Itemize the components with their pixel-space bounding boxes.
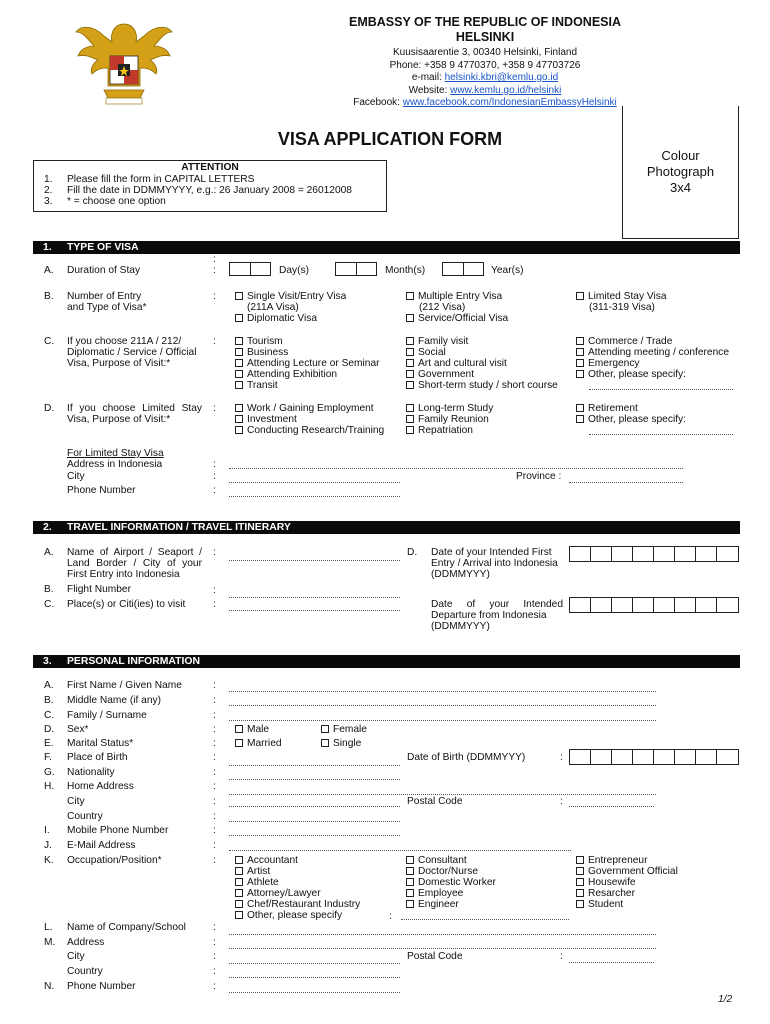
colon: : [213, 710, 216, 721]
checkbox[interactable] [321, 725, 329, 733]
company-field-label: Address [67, 937, 105, 948]
personal-field-label: Place of Birth [67, 752, 128, 763]
date-cell-divider [590, 546, 591, 562]
date-cell-divider [653, 597, 654, 613]
checkbox[interactable] [235, 426, 243, 434]
attention-1-text: Please fill the form in CAPITAL LETTERS [67, 174, 255, 185]
postal-code-input[interactable] [569, 806, 654, 807]
years-label: Year(s) [491, 265, 524, 276]
opt-athlete[interactable]: Athlete [235, 877, 279, 888]
colon: : [213, 471, 216, 482]
opt-other-occupation[interactable]: Other, please specify [235, 910, 342, 921]
opt-artist[interactable]: Artist [235, 866, 270, 877]
opt-single-visit[interactable]: Single Visit/Entry Visa [235, 291, 346, 302]
opt-long-study[interactable]: Long-term Study [406, 403, 493, 414]
checkbox[interactable] [235, 867, 243, 875]
date-cell-divider [653, 749, 654, 765]
province-input[interactable] [569, 482, 683, 483]
colon: : [213, 767, 216, 778]
colon: : [213, 738, 216, 749]
checkbox[interactable] [576, 889, 584, 897]
checkbox[interactable] [406, 867, 414, 875]
company-field-input[interactable] [229, 948, 656, 949]
date-cell-divider [632, 749, 633, 765]
checkbox[interactable] [576, 404, 584, 412]
checkbox[interactable] [235, 404, 243, 412]
phone-input[interactable] [229, 496, 400, 497]
attention-2-text: Fill the date in DDMMYYYY, e.g.: 26 January 2008 = 26012008 [67, 185, 352, 196]
dob-label: Date of Birth (DDMMYYY) [407, 752, 526, 763]
checkbox[interactable] [576, 900, 584, 908]
section-type-of-visa: 1. TYPE OF VISA [33, 241, 740, 254]
address-indonesia-label: Address in Indonesia [67, 459, 163, 470]
opt-commerce[interactable]: Commerce / Trade [576, 336, 672, 347]
colon: : [213, 922, 216, 933]
purpose-label: If you choose 211A / 212/ [67, 336, 182, 347]
date-cell-divider [632, 546, 633, 562]
personal-field-input[interactable] [229, 691, 656, 692]
opt-retirement[interactable]: Retirement [576, 403, 638, 414]
personal-field-label: First Name / Given Name [67, 680, 182, 691]
checkbox[interactable] [576, 878, 584, 886]
row-letter: H. [44, 781, 55, 792]
personal-field-label: Occupation/Position* [67, 855, 162, 866]
opt-tourism[interactable]: Tourism [235, 336, 283, 347]
opt-family-visit[interactable]: Family visit [406, 336, 468, 347]
personal-field-input[interactable] [229, 850, 571, 851]
checkbox[interactable] [235, 415, 243, 423]
departure-date-input[interactable] [569, 597, 739, 613]
checkbox[interactable] [576, 337, 584, 345]
form-title: VISA APPLICATION FORM [277, 129, 503, 149]
row-letter: E. [44, 738, 54, 749]
row-letter: M. [44, 937, 56, 948]
row-letter: C. [44, 336, 55, 347]
personal-field-label: Country [67, 811, 103, 822]
departure-date-label: Departure from Indonesia [431, 610, 547, 621]
date-cell-divider [674, 597, 675, 613]
personal-field-input[interactable] [229, 835, 400, 836]
checkbox[interactable] [576, 292, 584, 300]
entry-date-label: (DDMMYYY) [431, 569, 490, 580]
company-field-input[interactable] [229, 977, 400, 978]
colon: : [213, 485, 216, 496]
colon: : [213, 724, 216, 735]
checkbox[interactable] [235, 348, 243, 356]
departure-date-label: Date of your Intended [431, 599, 563, 610]
colon: : [213, 291, 216, 302]
checkbox[interactable] [576, 348, 584, 356]
colon: : [213, 695, 216, 706]
personal-field-label: Home Address [67, 781, 134, 792]
checkbox[interactable] [406, 900, 414, 908]
checkbox[interactable] [406, 415, 414, 423]
checkbox[interactable] [406, 348, 414, 356]
checkbox[interactable] [576, 370, 584, 378]
opt-note: (212 Visa) [419, 302, 466, 313]
embassy-title: EMBASSY OF THE REPUBLIC OF INDONESIA HELSINKI [348, 15, 621, 44]
attention-3-num: 3. [44, 196, 53, 207]
entry-label: and Type of Visa* [67, 302, 147, 313]
row-letter: I. [44, 825, 50, 836]
colon: : [213, 937, 216, 948]
colon: : [560, 951, 563, 962]
date-cell-divider [716, 749, 717, 765]
row-letter: K. [44, 855, 54, 866]
colon: : [560, 796, 563, 807]
date-cell-divider [632, 597, 633, 613]
garuda-emblem [74, 16, 174, 108]
colon: : [213, 680, 216, 691]
checkbox[interactable] [235, 314, 243, 322]
opt-diplomatic[interactable]: Diplomatic Visa [235, 313, 317, 324]
personal-field-input[interactable] [229, 720, 656, 721]
attention-1-num: 1. [44, 174, 53, 185]
opt-emergency[interactable]: Emergency [576, 358, 640, 369]
opt-doctor[interactable]: Doctor/Nurse [406, 866, 478, 877]
row-letter: L. [44, 922, 53, 933]
personal-field-label: Family / Surname [67, 710, 147, 721]
colon: : [213, 459, 216, 470]
checkbox[interactable] [235, 292, 243, 300]
airport-input[interactable] [229, 560, 400, 561]
row-letter: A. [44, 547, 54, 558]
row-letter: J. [44, 840, 52, 851]
opt-limited-stay[interactable]: Limited Stay Visa [576, 291, 667, 302]
opt-researcher[interactable]: Resarcher [576, 888, 635, 899]
date-cell-divider [674, 749, 675, 765]
city-label: City [67, 471, 85, 482]
flight-label: Flight Number [67, 584, 131, 595]
opt-other-purpose[interactable]: Other, please specify: [576, 369, 686, 380]
airport-label: Name of Airport / Seaport / [67, 547, 202, 558]
checkbox[interactable] [235, 370, 243, 378]
checkbox[interactable] [576, 856, 584, 864]
personal-field-label: E-Mail Address [67, 840, 136, 851]
opt-employee[interactable]: Employee [406, 888, 463, 899]
opt-attorney[interactable]: Attorney/Lawyer [235, 888, 321, 899]
colon: : [213, 585, 216, 596]
colon: : [213, 796, 216, 807]
colon: : [389, 911, 392, 922]
date-cell-divider [611, 597, 612, 613]
city-input[interactable] [229, 482, 400, 483]
checkbox[interactable] [235, 889, 243, 897]
row-letter: B. [44, 695, 54, 706]
opt-single[interactable]: Single [321, 738, 361, 749]
checkbox[interactable] [406, 889, 414, 897]
row-letter: C. [44, 710, 55, 721]
section-travel-info: 2. TRAVEL INFORMATION / TRAVEL ITINERARY [33, 521, 740, 534]
checkbox[interactable] [235, 359, 243, 367]
opt-engineer[interactable]: Engineer [406, 899, 459, 910]
attention-title: ATTENTION [181, 162, 239, 173]
personal-field-label: Mobile Phone Number [67, 825, 169, 836]
date-cell-divider [611, 749, 612, 765]
checkbox[interactable] [576, 867, 584, 875]
row-letter: D. [407, 547, 418, 558]
personal-field-input[interactable] [229, 794, 656, 795]
colon: : [213, 840, 216, 851]
opt-government[interactable]: Government [406, 369, 474, 380]
colon: : [213, 966, 216, 977]
checkbox[interactable] [406, 314, 414, 322]
colon: : [213, 547, 216, 558]
purpose-label: Diplomatic / Service / Official [67, 347, 197, 358]
date-cell-divider [716, 597, 717, 613]
duration-label: Duration of Stay [67, 265, 141, 276]
phone-label: Phone Number [67, 485, 136, 496]
checkbox[interactable] [406, 359, 414, 367]
embassy-contact: Kuusisaarentie 3, 00340 Helsinki, Finland Phone: +358 9 4770370, +358 9 47703726 e-mail: helsinki.kbri@kemlu.go.id Website: www.kemlu.go.id/helsinki Facebook: www.facebook.com/IndonesianEmbassyHelsinki [353, 47, 617, 108]
date-cell-divider [695, 597, 696, 613]
row-letter: G. [44, 767, 55, 778]
opt-housewife[interactable]: Housewife [576, 877, 636, 888]
company-field-label: Country [67, 966, 103, 977]
colon: : [213, 855, 216, 866]
row-letter: B. [44, 584, 54, 595]
checkbox[interactable] [235, 337, 243, 345]
row-letter: B. [44, 291, 54, 302]
opt-repatriation[interactable]: Repatriation [406, 425, 473, 436]
colon: : [213, 599, 216, 610]
opt-research[interactable]: Conducting Research/Training [235, 425, 384, 436]
row-letter: D. [44, 403, 55, 414]
row-letter: D. [44, 724, 55, 735]
opt-multiple-entry[interactable]: Multiple Entry Visa [406, 291, 502, 302]
opt-service-official[interactable]: Service/Official Visa [406, 313, 508, 324]
date-cell-divider [674, 546, 675, 562]
company-field-input[interactable] [229, 934, 656, 935]
company-postal-label: Postal Code [407, 951, 463, 962]
website-link[interactable]: www.kemlu.go.id/helsinki [450, 84, 562, 96]
other-occupation-input[interactable] [401, 919, 569, 920]
checkbox[interactable] [235, 739, 243, 747]
opt-domestic-worker[interactable]: Domestic Worker [406, 877, 496, 888]
colon: : [213, 951, 216, 962]
other-limited-input[interactable] [589, 434, 733, 435]
checkbox[interactable] [406, 292, 414, 300]
opt-chef[interactable]: Chef/Restaurant Industry [235, 899, 360, 910]
date-cell-divider [695, 546, 696, 562]
places-label: Place(s) or Citi(ies) to visit [67, 599, 186, 610]
row-letter: N. [44, 981, 55, 992]
opt-business[interactable]: Business [235, 347, 288, 358]
personal-field-input[interactable] [229, 705, 656, 706]
opt-investment[interactable]: Investment [235, 414, 297, 425]
checkbox[interactable] [406, 878, 414, 886]
opt-note: (311-319 Visa) [589, 302, 655, 313]
company-field-label: Name of Company/School [67, 922, 186, 933]
checkbox[interactable] [406, 856, 414, 864]
date-cell-divider [611, 546, 612, 562]
personal-field-label: City [67, 796, 85, 807]
postal-code-label: Postal Code [407, 796, 463, 807]
checkbox[interactable] [235, 878, 243, 886]
opt-transit[interactable]: Transit [235, 380, 278, 391]
opt-other-limited[interactable]: Other, please specify: [576, 414, 686, 425]
checkbox[interactable] [406, 404, 414, 412]
checkbox[interactable] [576, 359, 584, 367]
company-postal-input[interactable] [569, 962, 654, 963]
other-specify-input[interactable] [589, 389, 733, 390]
row-letter: F. [44, 752, 52, 763]
entry-date-input[interactable] [569, 546, 739, 562]
address-indonesia-input[interactable] [229, 468, 683, 469]
entry-date-label: Date of your Intended First [431, 547, 552, 558]
colon: : [213, 403, 216, 414]
opt-social[interactable]: Social [406, 347, 446, 358]
section-personal-info: 3. PERSONAL INFORMATION [33, 655, 740, 668]
checkbox[interactable] [235, 725, 243, 733]
limited-purpose-label: Visa, Purpose of Visit:* [67, 414, 171, 425]
colon: : [213, 981, 216, 992]
date-cell-divider [695, 749, 696, 765]
departure-date-label: (DDMMYYY) [431, 621, 490, 632]
entry-date-label: Entry / Arrival into Indonesia [431, 558, 558, 569]
personal-field-label: Marital Status* [67, 738, 134, 749]
personal-field-input[interactable] [229, 806, 400, 807]
opt-married[interactable]: Married [235, 738, 282, 749]
checkbox[interactable] [406, 426, 414, 434]
purpose-label: Visa, Purpose of Visit:* [67, 358, 171, 369]
dob-input[interactable] [569, 749, 739, 765]
opt-family-reunion[interactable]: Family Reunion [406, 414, 489, 425]
colon: : [213, 265, 216, 276]
opt-exhibition[interactable]: Attending Exhibition [235, 369, 337, 380]
opt-lecture[interactable]: Attending Lecture or Seminar [235, 358, 380, 369]
checkbox[interactable] [576, 415, 584, 423]
facebook-link[interactable]: www.facebook.com/IndonesianEmbassyHelsinki [402, 97, 617, 108]
personal-field-input[interactable] [229, 765, 400, 766]
opt-note: (211A Visa) [247, 302, 299, 313]
opt-consultant[interactable]: Consultant [406, 855, 467, 866]
entry-label: Number of Entry [67, 291, 142, 302]
row-letter: A. [44, 265, 54, 276]
personal-field-input[interactable] [229, 779, 400, 780]
attention-2-num: 2. [44, 185, 53, 196]
personal-field-label: Sex* [67, 724, 89, 735]
checkbox[interactable] [235, 856, 243, 864]
date-cell-divider [590, 597, 591, 613]
province-label: Province : [516, 471, 562, 482]
opt-student[interactable]: Student [576, 899, 623, 910]
checkbox[interactable] [321, 739, 329, 747]
checkbox[interactable] [235, 381, 243, 389]
checkbox[interactable] [235, 900, 243, 908]
checkbox[interactable] [406, 337, 414, 345]
page-number: 1/2 [718, 994, 733, 1005]
opt-government-official[interactable]: Government Official [576, 866, 678, 877]
company-field-label: City [67, 951, 85, 962]
colon: : [213, 781, 216, 792]
opt-meeting[interactable]: Attending meeting / conference [576, 347, 729, 358]
personal-field-label: Nationality [67, 767, 115, 778]
colon: : [213, 825, 216, 836]
row-letter: C. [44, 599, 55, 610]
places-input[interactable] [229, 610, 400, 611]
flight-input[interactable] [229, 597, 400, 598]
colon: : [213, 254, 216, 265]
opt-female[interactable]: Female [321, 724, 367, 735]
checkbox[interactable] [406, 370, 414, 378]
opt-entrepreneur[interactable]: Entrepreneur [576, 855, 647, 866]
months-label: Month(s) [385, 265, 426, 276]
days-label: Day(s) [279, 265, 309, 276]
date-cell-divider [653, 546, 654, 562]
opt-short-study[interactable]: Short-term study / short course [406, 380, 558, 391]
opt-art-cultural[interactable]: Art and cultural visit [406, 358, 507, 369]
date-cell-divider [716, 546, 717, 562]
company-field-input[interactable] [229, 963, 400, 964]
company-field-label: Phone Number [67, 981, 136, 992]
colon: : [560, 752, 563, 763]
limited-stay-heading: For Limited Stay Visa [67, 448, 164, 459]
opt-male[interactable]: Male [235, 724, 269, 735]
opt-accountant[interactable]: Accountant [235, 855, 298, 866]
email-link[interactable]: helsinki.kbri@kemlu.go.id [444, 72, 559, 83]
airport-label: First Entry into Indonesia [67, 569, 180, 580]
personal-field-label: Middle Name (if any) [67, 695, 161, 706]
colon: : [213, 336, 216, 347]
company-field-input[interactable] [229, 992, 400, 993]
personal-field-input[interactable] [229, 821, 400, 822]
row-letter: A. [44, 680, 54, 691]
colon: : [213, 752, 216, 763]
limited-purpose-label: If you choose Limited Stay [67, 403, 202, 414]
colon: : [213, 811, 216, 822]
opt-work[interactable]: Work / Gaining Employment [235, 403, 374, 414]
date-cell-divider [590, 749, 591, 765]
airport-label: Land Border / City of your [67, 558, 202, 569]
photo-label: Colour Photograph 3x4 [646, 148, 715, 195]
checkbox[interactable] [235, 911, 243, 919]
checkbox[interactable] [406, 381, 414, 389]
attention-3-text: * = choose one option [67, 196, 166, 207]
